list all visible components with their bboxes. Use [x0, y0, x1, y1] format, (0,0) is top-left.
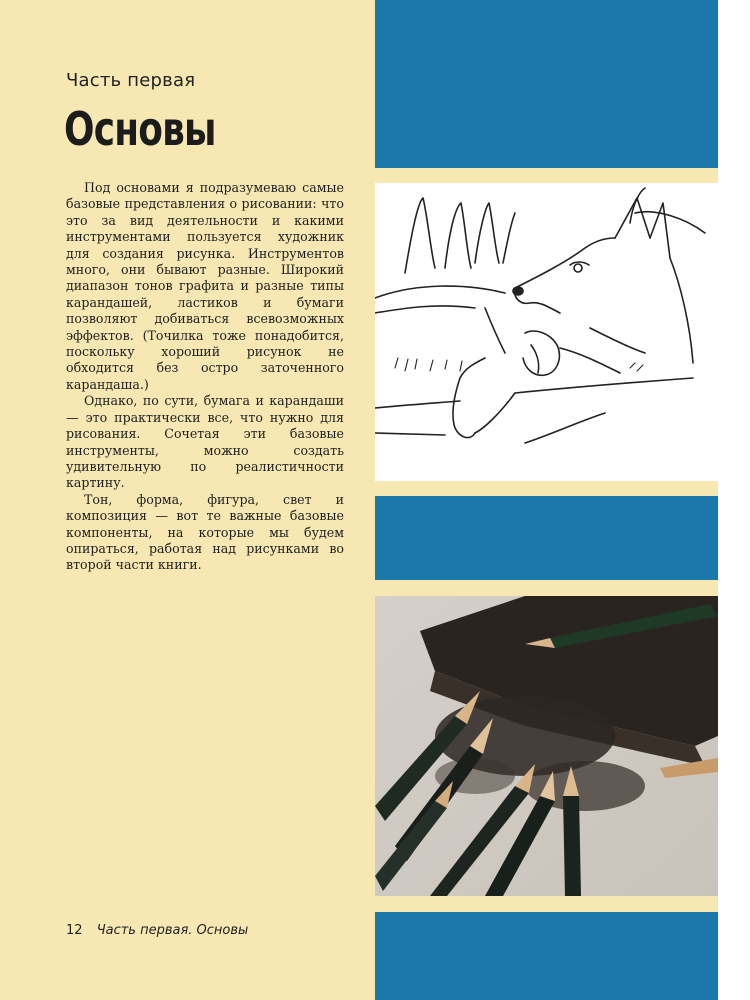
- blue-band-bottom: [375, 912, 718, 1000]
- paragraph: Однако, по сути, бумага и карандаши — это практически все, что нужно для рисования. Сочетая эти базовые инструменты, можно создать удивительную по реалистичности картину.: [66, 393, 344, 491]
- running-title: Часть первая. Основы: [96, 923, 249, 938]
- paragraph: Тон, форма, фигура, свет и композиция — вот те важные базовые компоненты, на которые мы будем опираться, работая над рисунками во второй части книги.: [66, 491, 344, 573]
- blue-band-top: [375, 0, 718, 168]
- chapter-title: Основы: [64, 102, 216, 156]
- page-number: 12: [66, 923, 83, 938]
- part-label: Часть первая: [66, 70, 196, 91]
- pencils-photo: [375, 596, 718, 896]
- paragraph: Под основами я подразумеваю самые базовые представления о рисовании: что это за вид деятельности и какими инструментами пользуется художник для создания рисунка. Инструментов много, они бывают разные. Широкий диапазон тонов графита и разные типы карандашей, ластиков и бумаги позволяют добиваться всевозможных эффектов. (Точилка тоже понадобится, поскольку хороший рисунок не обходится без остро заточенного карандаша.): [66, 180, 344, 392]
- page-margin: [718, 0, 750, 1000]
- page-footer: [66, 923, 248, 938]
- blue-band-middle: [375, 496, 718, 580]
- dog-sketch-image: [375, 183, 718, 481]
- body-text: [66, 180, 344, 574]
